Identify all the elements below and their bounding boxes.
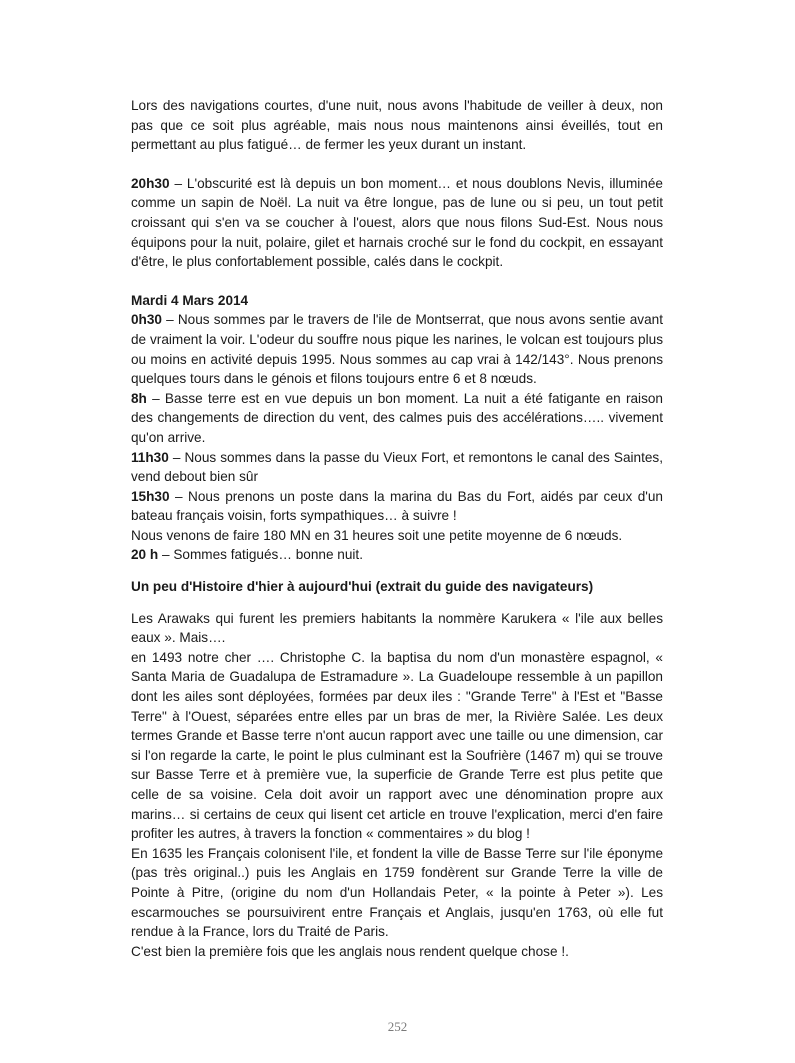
history-paragraph: Les Arawaks qui furent les premiers habitants la nommère Karukera « l'ile aux belles eaux ». Mais…. <box>131 610 663 646</box>
history-paragraph: C'est bien la première fois que les anglais nous rendent quelque chose !. <box>131 943 569 959</box>
entry-time: 8h <box>131 390 147 406</box>
entry-text: – Sommes fatigués… bonne nuit. <box>158 547 363 563</box>
night-time: 20h30 <box>131 175 170 191</box>
log-entry <box>131 389 663 448</box>
entry-text: – Nous sommes par le travers de l'ile de Montserrat, que nous avons sentie avant de vraiment la voir. L'odeur du souffre nous pique les narines, le volcan est toujours plus ou moins en activité depuis 1995. Nous sommes au cap vrai à 142/143°. Nous prenons quelques tours dans le génois et filons toujours entre 6 et 8 nœuds. <box>131 312 663 387</box>
entry-time: 20 h <box>131 547 159 563</box>
night-paragraph <box>131 174 663 272</box>
entry-time: 0h30 <box>131 312 162 328</box>
night-text: – L'obscurité est là depuis un bon moment… et nous doublons Nevis, illuminée comme un sapin de Noël. La nuit va être longue, pas de lune ou si peu, un tout petit croissant qui s'en va se coucher à l'ouest, alors que nous filons Sud-Est. Nous nous équipons pour la nuit, polaire, gilet et harnais croché sur le fond du cockpit, en essayant d'être, le plus confortablement possible, calés dans le cockpit. <box>131 175 663 270</box>
day-heading: Mardi 4 Mars 2014 <box>131 292 249 308</box>
entry-text: – Nous sommes dans la passe du Vieux Fort, et remontons le canal des Saintes, vend debout bien sûr <box>131 449 663 485</box>
page-number: 252 <box>387 1019 408 1034</box>
summary-line: Nous venons de faire 180 MN en 31 heures soit une petite moyenne de 6 nœuds. <box>131 527 623 543</box>
entry-text: – Basse terre est en vue depuis un bon moment. La nuit a été fatigante en raison des changements de direction du vent, des calmes puis des accélérations….. vivement qu'on arrive. <box>131 390 663 445</box>
entry-text: – Nous prenons un poste dans la marina du Bas du Fort, aidés par ceux d'un bateau français voisin, forts sympathiques… à suivre ! <box>131 488 663 524</box>
log-entry-final <box>131 545 663 565</box>
history-heading: Un peu d'Histoire d'hier à aujourd'hui (extrait du guide des navigateurs) <box>131 579 594 595</box>
entry-time: 11h30 <box>131 449 169 465</box>
log-entry <box>131 310 663 388</box>
history-paragraph: en 1493 notre cher …. Christophe C. la baptisa du nom d'un monastère espagnol, « Santa Maria de Guadalupa de Estramadure ». La Guadeloupe ressemble à un papillon dont les ailes sont déployées, formées par deux iles : "Grande Terre" à l'Est et "Basse Terre" à l'Ouest, séparées entre elles par un bras de mer, la Rivière Salée. Les deux termes Grande et Basse terre n'ont aucun rapport avec une taille ou une dimension, car si l'on regarde la carte, le point le plus culminant est la Soufrière (1467 m) qui se trouve sur Basse Terre et à première vue, la superficie de Grande Terre est plus petite que celle de sa voisine. Cela doit avoir un rapport avec une dénomination propre aux marins… si certains de ceux qui lisent cet article en trouve l'explication, merci d'en faire profiter les autres, à travers la fonction « commentaires » du blog ! <box>131 649 663 842</box>
intro-paragraph: Lors des navigations courtes, d'une nuit, nous avons l'habitude de veiller à deux, non pas que ce soit plus agréable, mais nous nous maintenons ainsi éveillés, tout en permettant au plus fatigué… de fermer les yeux durant un instant. <box>131 98 663 153</box>
entry-time: 15h30 <box>131 488 170 504</box>
log-entry <box>131 448 663 487</box>
log-entry <box>131 487 663 526</box>
document-body <box>131 96 663 961</box>
history-paragraph: En 1635 les Français colonisent l'ile, et fondent la ville de Basse Terre sur l'ile éponyme (pas très original..) puis les Anglais en 1759 fondèrent sur Grande Terre la ville de Pointe à Pitre, (origine du nom d'un Hollandais Peter, « la pointe à Peter »). Les escarmouches se poursuivirent entre Français et Anglais, jusqu'en 1763, où elle fut rendue à la France, lors du Traité de Paris. <box>131 845 663 940</box>
